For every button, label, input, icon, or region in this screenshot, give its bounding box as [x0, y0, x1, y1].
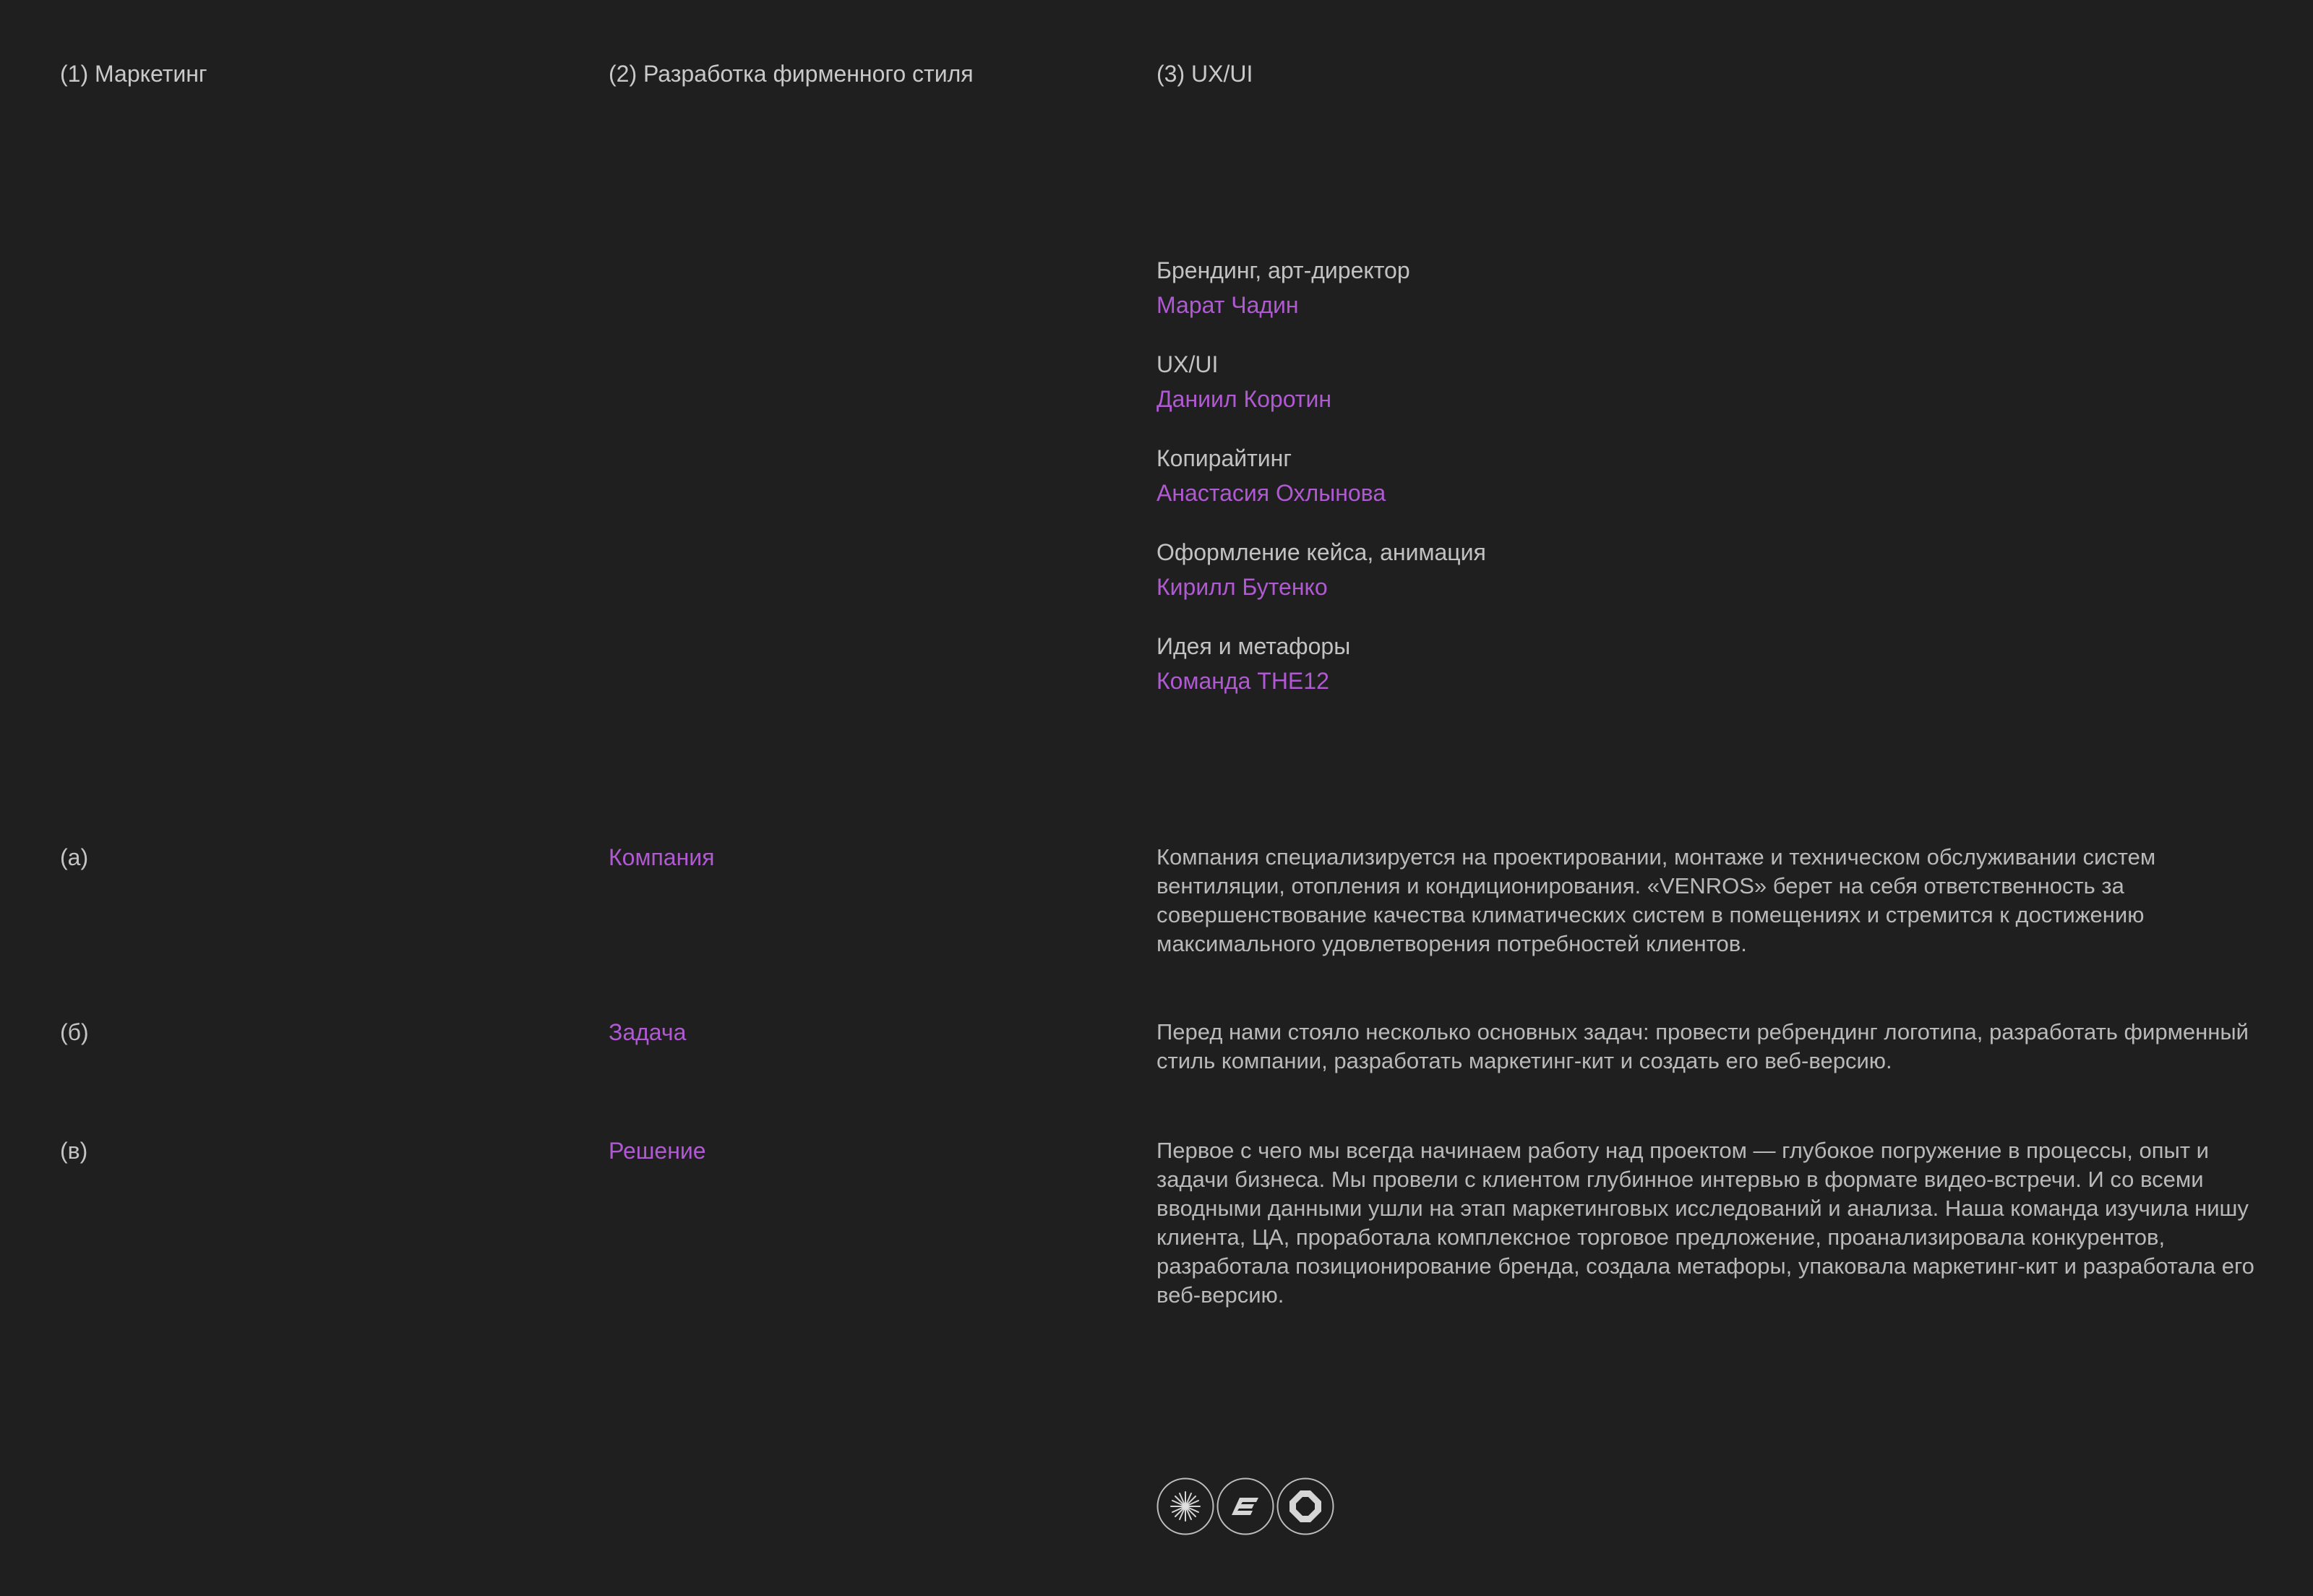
section-marker-v: (в) — [60, 1138, 88, 1164]
credit-name[interactable]: Даниил Коротин — [1156, 386, 1331, 412]
tag-ux-ui: (3) UX/UI — [1156, 61, 1253, 87]
section-text-task: Перед нами стояло несколько основных задач: провести ребрендинг логотипа, разработать фирменный стиль компании, разработать маркетинг-кит и создать его веб-версию. — [1156, 1019, 2249, 1073]
section-label-task: Задача — [609, 1019, 687, 1045]
section-label-solution: Решение — [609, 1138, 706, 1164]
credit-role: Копирайтинг — [1156, 445, 1292, 471]
section-marker-b: (б) — [60, 1019, 89, 1045]
credit-item — [1156, 256, 1879, 319]
tag-marketing: (1) Маркетинг — [60, 61, 207, 87]
brand-e-icon — [1216, 1477, 1274, 1535]
section-label-company: Компания — [609, 844, 715, 870]
credit-role: Оформление кейса, анимация — [1156, 539, 1486, 565]
brand-logos — [1156, 1477, 1344, 1535]
section-text-company: Компания специализируется на проектировании, монтаже и техническом обслуживании систем вентиляции, отопления и кондиционирования. «VENROS» берет на себя ответственность за совершенствование качества климатических систем в помещениях и стремится к достижению максимального удовлетворения потребностей клиентов. — [1156, 844, 2156, 956]
credit-item — [1156, 444, 1879, 507]
credit-name[interactable]: Марат Чадин — [1156, 292, 1299, 318]
sparkle-icon — [1156, 1477, 1214, 1535]
tag-brand-identity: (2) Разработка фирменного стиля — [609, 61, 974, 87]
credit-name[interactable]: Анастасия Охлынова — [1156, 480, 1386, 506]
credit-role: Идея и метафоры — [1156, 633, 1351, 659]
credit-item — [1156, 632, 1879, 695]
credit-item — [1156, 538, 1879, 601]
section-marker-a: (а) — [60, 844, 89, 870]
credit-role: UX/UI — [1156, 351, 1219, 377]
section-text-solution: Первое с чего мы всегда начинаем работу над проектом — глубокое погружение в процессы, опыт и задачи бизнеса. Мы провели с клиентом глубинное интервью в формате видео-встречи. И со всеми вводными данными ушли на этап маркетинговых исследований и анализа. Наша команда изучила нишу клиента, ЦА, проработала комплексное торговое предложение, проанализировала конкурентов, разработала позиционирование бренда, создала метафоры, упаковала маркетинг-кит и разработала его веб-версию. — [1156, 1138, 2254, 1308]
credit-name[interactable]: Команда THE12 — [1156, 668, 1329, 694]
credit-role: Брендинг, арт-директор — [1156, 257, 1410, 283]
credit-name[interactable]: Кирилл Бутенко — [1156, 574, 1328, 600]
credits-list — [1156, 256, 1879, 726]
credit-item — [1156, 350, 1879, 413]
octagon-ring-icon — [1276, 1477, 1334, 1535]
